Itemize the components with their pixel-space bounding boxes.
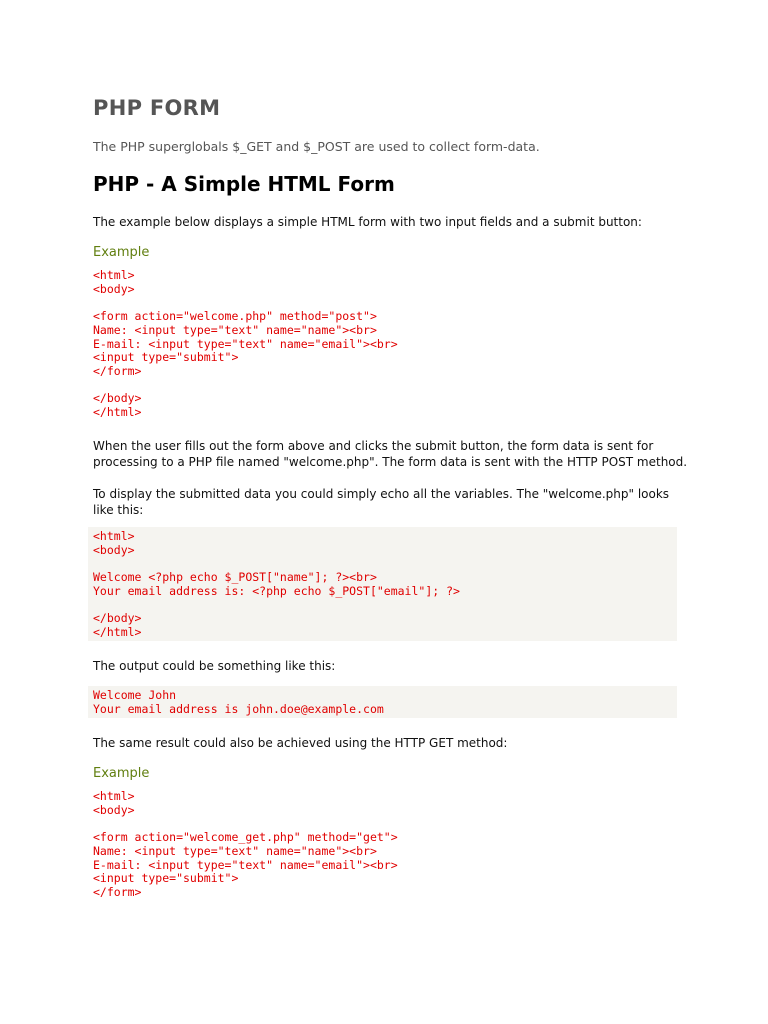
- example-label-1: Example: [93, 245, 150, 260]
- submit-explanation: When the user fills out the form above and clicks the submit button, the form data is sent for processing to a PHP file named "welcome.php". The form data is sent with the HTTP POST method.: [93, 439, 688, 469]
- page-title: PHP FORM: [93, 96, 221, 120]
- display-explanation: To display the submitted data you could simply echo all the variables. The "welcome.php" looks like this:: [93, 487, 670, 517]
- section-heading: PHP - A Simple HTML Form: [93, 172, 395, 196]
- output-explanation: The output could be something like this:: [93, 659, 336, 673]
- code-example-get-form: <html> <body> <form action="welcome_get.php" method="get"> Name: <input type="text" name="name"><br> E-mail: <input type="text" name="email"><br> <input type="submit"> </form>: [93, 789, 398, 899]
- intro-text: The PHP superglobals $_GET and $_POST are used to collect form-data.: [93, 139, 540, 154]
- code-welcome-php: <html> <body> Welcome <?php echo $_POST["name"]; ?><br> Your email address is: <?php echo $_POST["email"]; ?> </body> </html>: [93, 529, 460, 639]
- code-example-post-form: <html> <body> <form action="welcome.php" method="post"> Name: <input type="text" name="name"><br> E-mail: <input type="text" name="email"><br> <input type="submit"> </form> </body> </html>: [93, 268, 398, 420]
- example-label-2: Example: [93, 766, 150, 781]
- code-output: Welcome John Your email address is john.doe@example.com: [93, 688, 384, 716]
- code-block-welcome: [88, 527, 677, 641]
- example-description: The example below displays a simple HTML form with two input fields and a submit button:: [93, 215, 642, 229]
- get-explanation: The same result could also be achieved using the HTTP GET method:: [93, 736, 508, 750]
- code-block-output: [88, 686, 677, 718]
